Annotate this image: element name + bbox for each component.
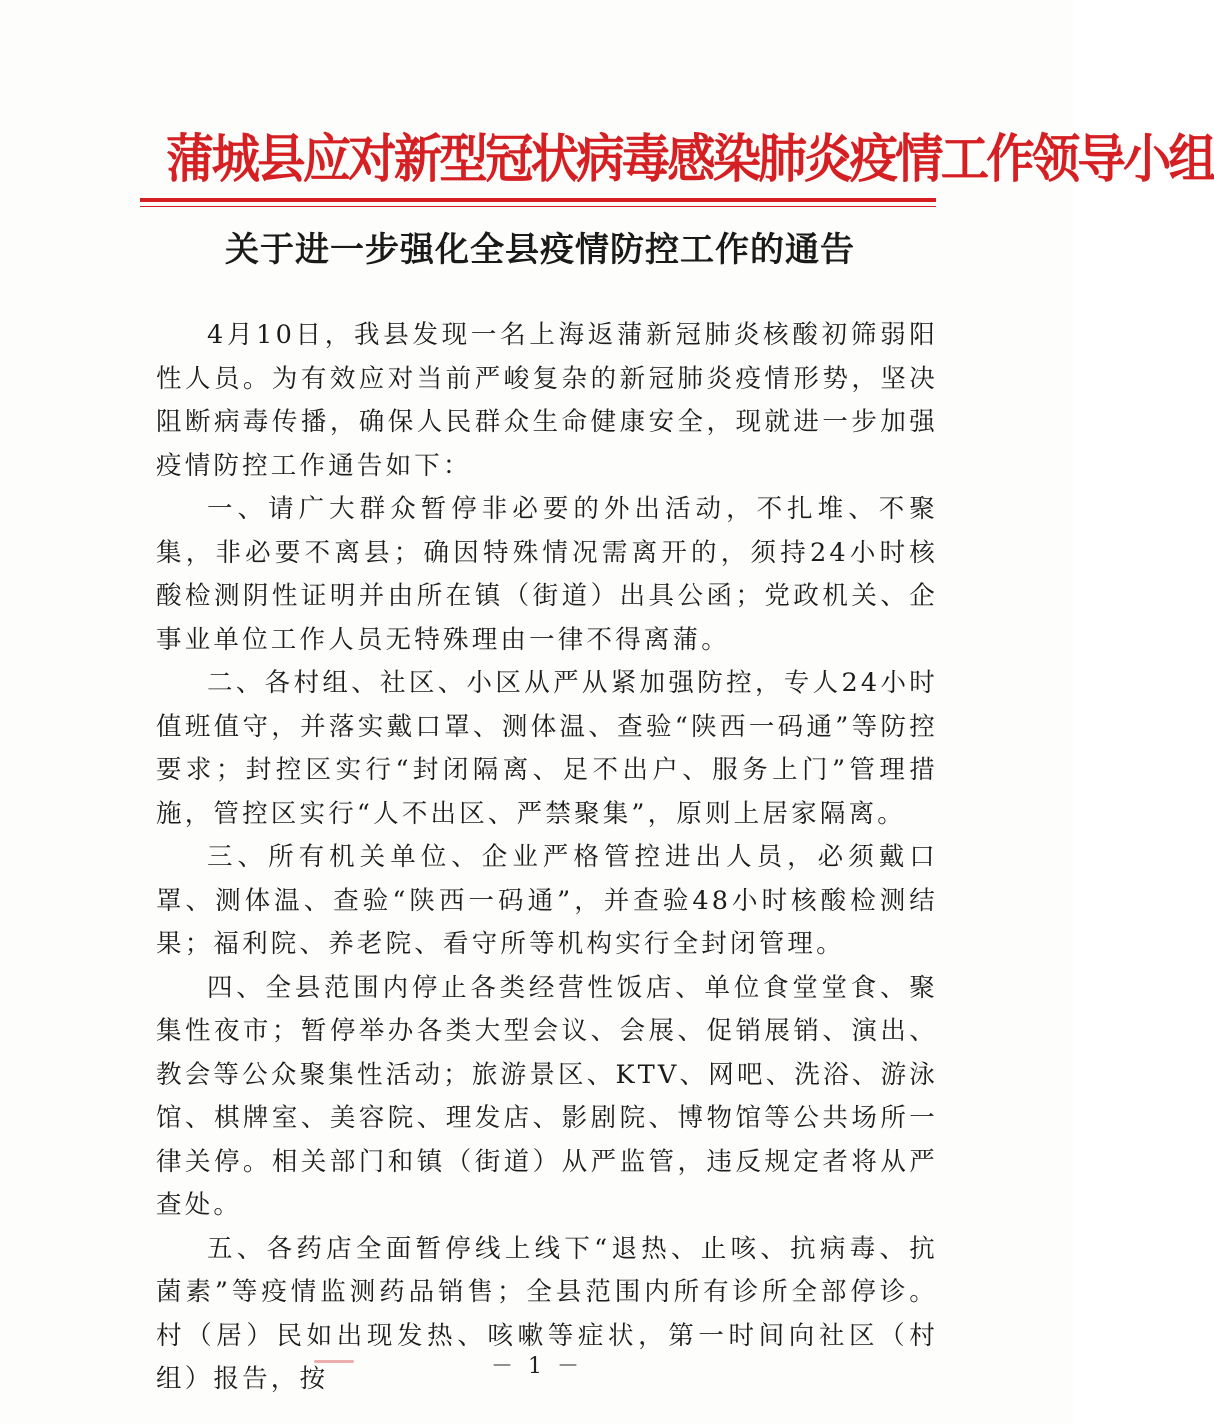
- paragraph-item-3: 三、所有机关单位、企业严格管控进出人员，必须戴口罩、测体温、查验“陕西一码通”，并查验48小时核酸检测结果；福利院、养老院、看守所等机构实行全封闭管理。: [156, 842, 938, 959]
- organization-header: 蒲城县应对新型冠状病毒感染肺炎疫情工作领导小组: [166, 129, 1214, 190]
- red-header-rule-thick: [140, 198, 936, 202]
- page-number: － 1 －: [491, 1354, 583, 1379]
- paragraph-item-4: 四、全县范围内停止各类经营性饭店、单位食堂堂食、聚集性夜市；暂停举办各类大型会议、会展、促销展销、演出、教会等公众聚集性活动；旅游景区、KTV、网吧、洗浴、游泳馆、棋牌室、美容院、理发店、影剧院、博物馆等公共场所一律关停。相关部门和镇（街道）从严监管，违反规定者将从严查处。: [156, 972, 938, 1220]
- red-header-rule-thin: [140, 206, 936, 207]
- document-body: [156, 314, 938, 1402]
- paragraph-item-5: 五、各药店全面暂停线上线下“退热、止咳、抗病毒、抗菌素”等疫情监测药品销售；全县范围内所有诊所全部停诊。村（居）民如出现发热、咳嗽等症状，第一时间向社区（村组）报告，按: [156, 1233, 938, 1394]
- paragraph-item-1: 一、请广大群众暂停非必要的外出活动，不扎堆、不聚集，非必要不离县；确因特殊情况需离开的，须持24小时核酸检测阴性证明并由所在镇（街道）出具公函；党政机关、企事业单位工作人员无特殊理由一律不得离蒲。: [156, 494, 938, 655]
- paragraph-intro: 4月10日，我县发现一名上海返蒲新冠肺炎核酸初筛弱阳性人员。为有效应对当前严峻复杂的新冠肺炎疫情形势，坚决阻断病毒传播，确保人民群众生命健康安全，现就进一步加强疫情防控工作通告如下：: [156, 320, 938, 481]
- document-title: 关于进一步强化全县疫情防控工作的通告: [225, 230, 855, 270]
- paragraph-item-2: 二、各村组、社区、小区从严从紧加强防控，专人24小时值班值守，并落实戴口罩、测体温、查验“陕西一码通”等防控要求；封控区实行“封闭隔离、足不出户、服务上门”管理措施，管控区实行“人不出区、严禁聚集”，原则上居家隔离。: [156, 668, 938, 829]
